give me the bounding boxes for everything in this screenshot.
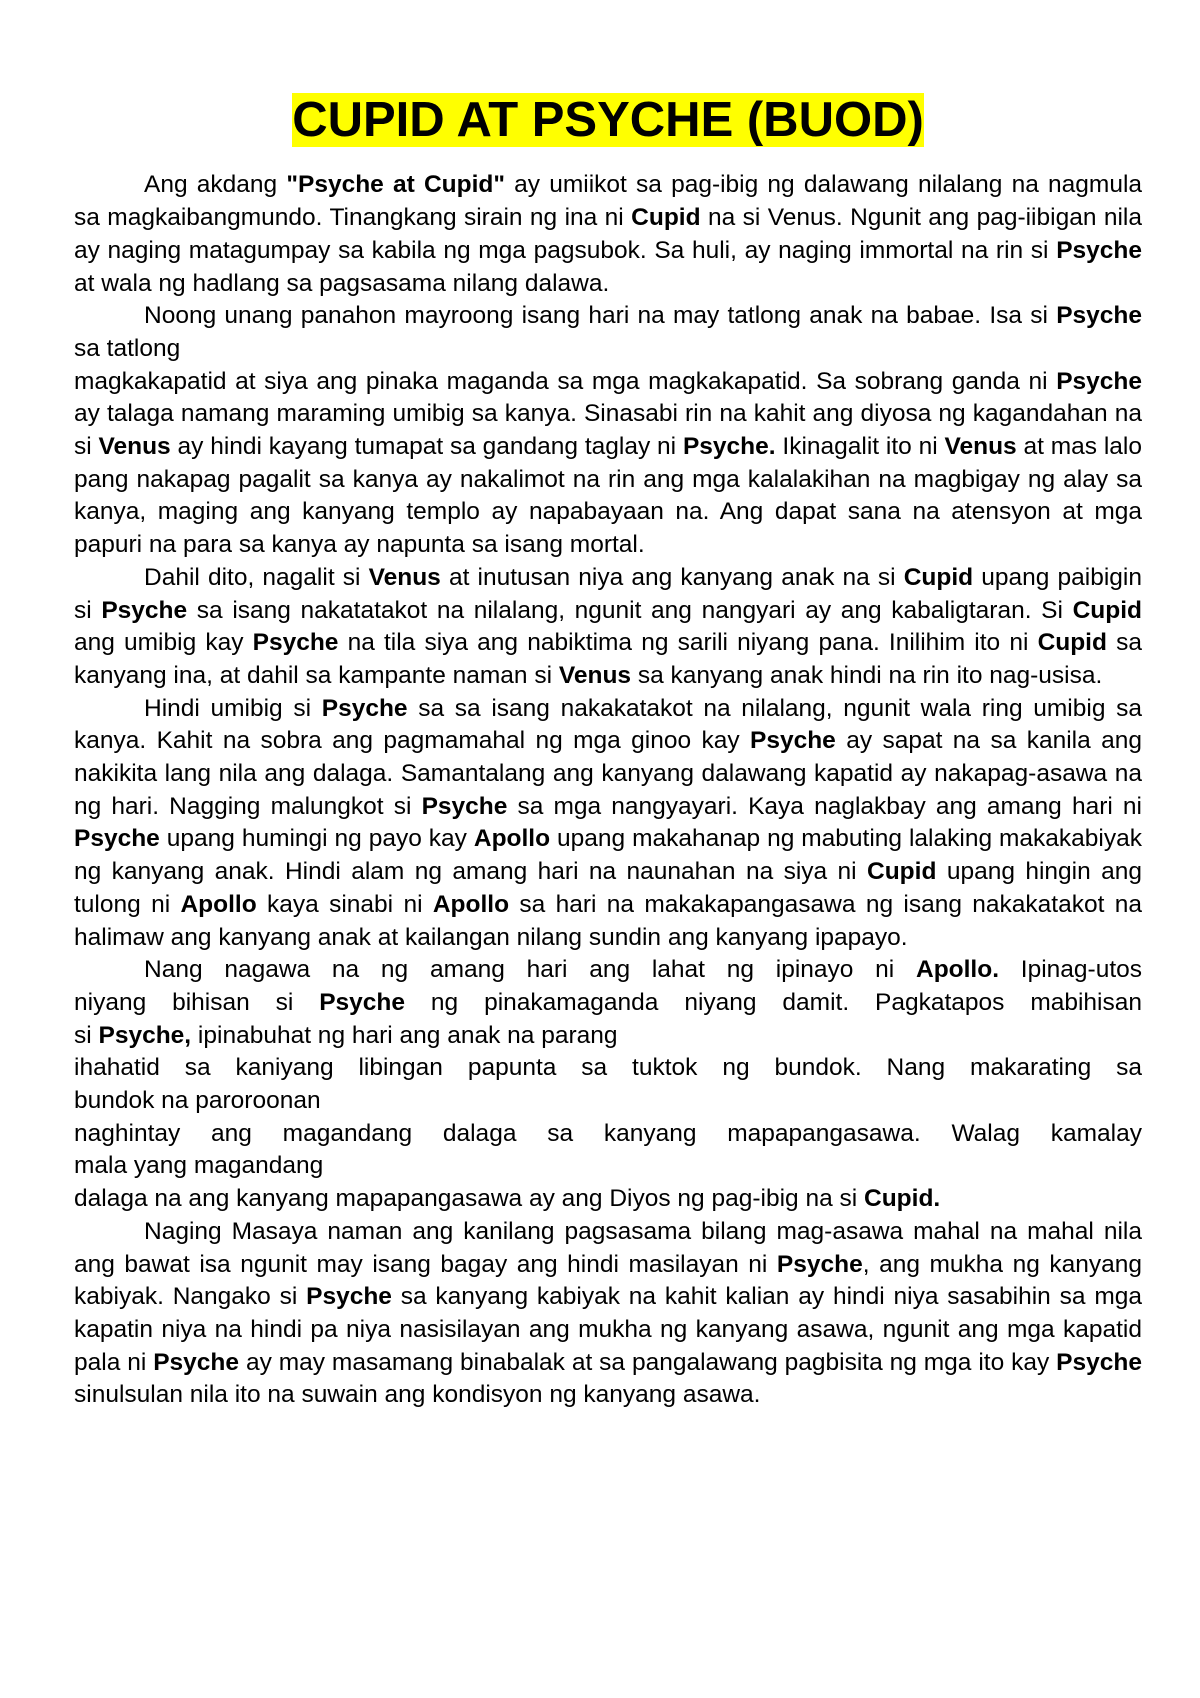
bold-name: Cupid — [903, 563, 974, 591]
bold-name: Psyche — [776, 1250, 863, 1278]
bold-name: Psyche — [1056, 236, 1142, 264]
bold-name: Psyche — [252, 629, 339, 657]
text-line: si Psyche, ipinabuhat ng hari ang anak na parang — [74, 1021, 618, 1049]
bold-name: Psyche — [74, 825, 160, 853]
bold-name: Psyche, — [98, 1021, 192, 1049]
text-line: ihahatid sa kaniyang libingan papunta sa tuktok ng bundok. Nang makarating sa — [74, 1054, 1142, 1082]
bold-name: Psyche — [421, 792, 508, 820]
paragraph: Naging Masaya naman ang kanilang pagsasama bilang mag-asawa mahal na mahal nila ang bawat isa ngunit may isang bagay ang hindi masilayan ni Psyche, ang mukha ng kanyang kabiyak. Nangako si Psyche sa kanyang kabiyak na kahit kalian ay hindi niya sasabihin sa mga kapatin niya na hindi pa niya nasisilayan ang mukha ng kanyang asawa, ngunit ang mga kapatid pala ni Psyche ay may masamang binabalak at sa pangalawang pagbisita ng mga ito kay Psyche sinulsulan nila ito na suwain ang kondisyon ng kanyang asawa. — [74, 1217, 1143, 1409]
document-title — [74, 93, 1142, 147]
paragraph: Dahil dito, nagalit si Venus at inutusan niya ang kanyang anak na si Cupid upang paibigin si Psyche sa isang nakatatakot na nilalang, ngunit ang nangyari ay ang kabaligtaran. Si Cupid ang umibig kay Psyche na tila siya ang nabiktima ng sarili niyang pana. Inilihim ito ni Cupid sa kanyang ina, at dahil sa kampante naman si Venus sa kanyang anak hindi na rin ito nag-usisa. — [74, 563, 1143, 689]
bold-name: Apollo — [180, 890, 257, 918]
bold-name: Venus — [98, 433, 171, 461]
bold-name: Cupid — [1037, 629, 1107, 657]
paragraph: Noong unang panahon mayroong isang hari na may tatlong anak na babae. Isa si Psyche sa tatlong — [74, 302, 1142, 362]
bold-name: Psyche — [1056, 302, 1142, 330]
text-line: Nang nagawa na ng amang hari ang lahat ng ipinayo ni Apollo. Ipinag-utos — [144, 956, 1142, 984]
bold-name: Psyche — [1056, 367, 1142, 395]
bold-name: Psyche — [1056, 1348, 1142, 1376]
bold-name: "Psyche at Cupid" — [286, 171, 505, 199]
paragraph: magkakapatid at siya ang pinaka maganda sa mga magkakapatid. Sa sobrang ganda ni Psyche ay talaga namang maraming umibig sa kanya. Sinasabi rin na kahit ang diyosa ng kagandahan na si Venus ay hindi kayang tumapat sa gandang taglay ni Psyche. Ikinagalit ito ni Venus at mas lalo pang nakapag pagalit sa kanya ay nakalimot na rin ang mga kalalakihan na magbigay ng alay sa kanya, maging ang kanyang templo ay napabayaan na. Ang dapat sana na atensyon at mga papuri na para sa kanya ay napunta sa isang mortal. — [74, 367, 1142, 559]
bold-name: Psyche — [750, 727, 836, 755]
bold-name: Apollo — [432, 890, 510, 918]
bold-name: Cupid — [1072, 596, 1142, 624]
bold-name: Psyche — [101, 596, 188, 624]
text-line: naghintay ang magandang dalaga sa kanyang mapapangasawa. Walag kamalay — [74, 1119, 1142, 1147]
bold-name: Cupid — [631, 204, 701, 232]
text-line: niyang bihisan si Psyche ng pinakamaganda niyang damit. Pagkatapos mabihisan — [74, 988, 1142, 1016]
bold-name: Psyche — [321, 694, 408, 722]
bold-name: Apollo — [473, 825, 551, 853]
bold-name: Psyche — [306, 1283, 392, 1311]
text-line: dalaga na ang kanyang mapapangasawa ay ang Diyos ng pag-ibig na si Cupid. — [74, 1185, 941, 1213]
paragraph: Hindi umibig si Psyche sa sa isang nakakatakot na nilalang, ngunit wala ring umibig sa kanya. Kahit na sobra ang pagmamahal ng mga ginoo kay Psyche ay sapat na sa kanila ang nakikita lang nila ang dalaga. Samantalang ang kanyang dalawang kapatid ay nakapag-asawa na ng hari. Nagging malungkot si Psyche sa mga nangyayari. Kaya naglakbay ang amang hari ni Psyche upang humingi ng payo kay Apollo upang makahanap ng mabuting lalaking makakabiyak ng kanyang anak. Hindi alam ng amang hari na naunahan na siya ni Cupid upang hingin ang tulong ni Apollo kaya sinabi ni Apollo sa hari na makakapangasawa ng isang nakakatakot na halimaw ang kanyang anak at kailangan nilang sundin ang kanyang ipapayo. — [74, 694, 1142, 951]
bold-name: Venus — [558, 661, 632, 689]
text-line: mala yang magandang — [74, 1152, 324, 1180]
document-body — [74, 169, 1142, 1412]
bold-name: Venus — [368, 563, 441, 591]
bold-name: Psyche. — [682, 433, 776, 461]
bold-name: Venus — [944, 433, 1017, 461]
bold-name: Apollo. — [916, 956, 1000, 984]
bold-name: Cupid — [867, 858, 937, 886]
text-line: bundok na paroroonan — [74, 1087, 321, 1115]
bold-name: Psyche — [153, 1348, 240, 1376]
bold-name: Psyche — [319, 988, 406, 1016]
paragraph: Ang akdang "Psyche at Cupid" ay umiikot sa pag-ibig ng dalawang nilalang na nagmula sa magkaibangmundo. Tinangkang sirain ng ina ni Cupid na si Venus. Ngunit ang pag-iibigan nila ay naging matagumpay sa kabila ng mga pagsubok. Sa huli, ay naging immortal na rin si Psyche at wala ng hadlang sa pagsasama nilang dalawa. — [74, 171, 1143, 297]
bold-name: Cupid. — [864, 1185, 941, 1213]
title-highlight: CUPID AT PSYCHE (BUOD) — [292, 93, 924, 147]
